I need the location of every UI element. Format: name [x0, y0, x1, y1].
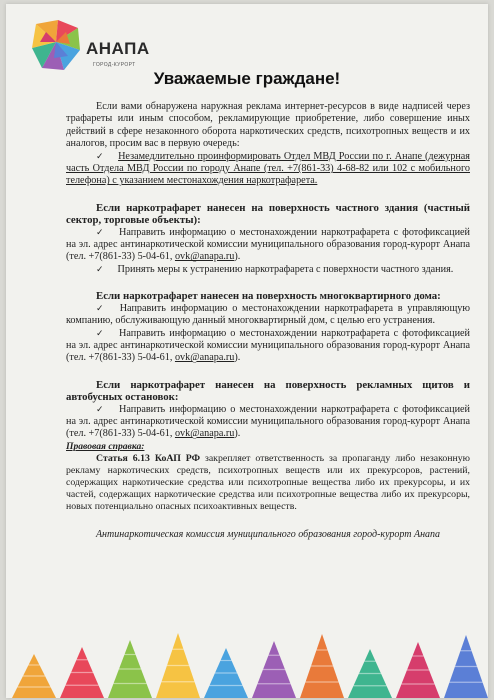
checkmark-icon: ✓ [96, 227, 106, 238]
checkmark-icon: ✓ [96, 303, 106, 314]
email-link[interactable]: ovk@anapa.ru [174, 352, 235, 364]
section3-item: ✓ Направить информацию о местонахождении наркотрафарета с фотофиксацией на эл. адрес антинаркотической комиссии муниципального образования город-курорт Анапа (тел. +7(861-33) 5-04-61, ovk@anapa.ru). [66, 403, 470, 440]
section2-heading: Если наркотрафарет нанесен на поверхность многоквартирного дома: [96, 290, 441, 303]
section2-item: ✓ Направить информацию о местонахождении наркотрафарета с фотофиксацией на эл. адрес антинаркотической комиссии муниципального образования город-курорт Анапа (тел. +7(861-33) 5-04-61, ovk@anapa.ru). [66, 327, 470, 364]
section3-heading: Если наркотрафарет нанесен на поверхность рекламных щитов и автобусных остановок: [66, 378, 470, 404]
section1-heading: Если наркотрафарет нанесен на поверхность частного здания (частный сектор, торговые объекты): [66, 201, 470, 227]
page-title: Уважаемые граждане! [153, 69, 341, 88]
anapa-logo [28, 18, 148, 74]
checkmark-icon: ✓ [96, 151, 105, 162]
decorative-triangles [6, 622, 488, 698]
logo-name: АНАПА [86, 39, 150, 58]
logo-mosaic-icon [28, 18, 84, 74]
section1-item: ✓ Направить информацию о местонахождении наркотрафарета с фотофиксацией на эл. адрес антинаркотической комиссии муниципального образования город-курорт Анапа (тел. +7(861-33) 5-04-61, ovk@anapa.ru). [66, 226, 470, 263]
intro-bullet: ✓ Незамедлительно проинформировать Отдел МВД России по г. Анапе (дежурная часть Отдела МВД России по городу Анапе (тел. +7(861-33) 4-68-82 или 102 с мобильного телефона) с указанием местонахождения наркотрафарета. [66, 150, 470, 187]
checkmark-icon: ✓ [96, 328, 106, 339]
flyer-body [66, 101, 470, 542]
section2-item: ✓ Направить информацию о местонахождении наркотрафарета в управляющую компанию, обслуживающую данный многоквартирный дом, с целью его устранения. [66, 302, 470, 327]
logo-subtitle: ГОРОД-КУРОРТ [93, 62, 136, 68]
legal-paragraph: Статья 6.13 КоАП РФ закрепляет ответственность за пропаганду либо незаконную рекламу наркотических средств, психотропных веществ или их прекурсоров, растений, содержащих наркотические средства или психотропные вещества либо их прекурсоры, и их частей, содержащих наркотические средства или психотропные вещества либо их прекурсоры, новых потенциально опасных психоактивных веществ. [66, 453, 470, 513]
section1-item: ✓ Принять меры к устранению наркотрафарета с поверхности частного здания. [96, 263, 454, 275]
legal-heading: Правовая справка: [66, 440, 145, 452]
intro-paragraph: Если вами обнаружена наружная реклама интернет-ресурсов в виде надписей через трафареты или иным способом, рекламирующие приобретение, либо совершение иных действий в сфере незаконного оборота наркотических средств, психотропных веществ и их аналогов, просим вас в первую очередь: [66, 101, 470, 150]
checkmark-icon: ✓ [96, 264, 104, 275]
flyer-sheet [6, 4, 488, 698]
checkmark-icon: ✓ [96, 404, 106, 415]
email-link[interactable]: ovk@anapa.ru [174, 251, 235, 263]
email-link[interactable]: ovk@anapa.ru [174, 428, 235, 440]
signature: Антинаркотическая комиссия муниципального образования город-курорт Анапа [95, 529, 441, 541]
